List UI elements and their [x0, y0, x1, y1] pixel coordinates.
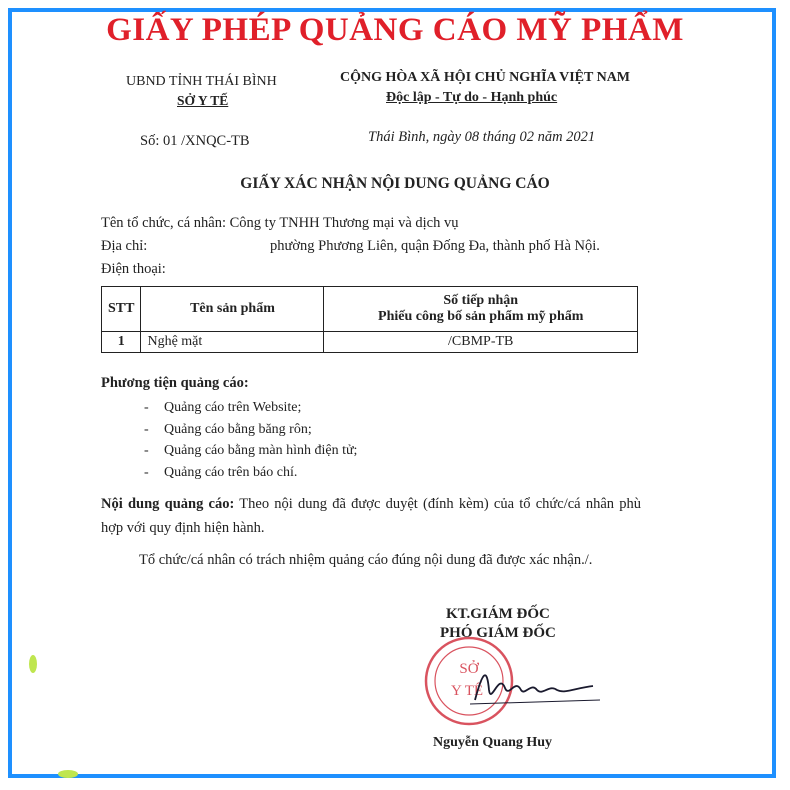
table-row [102, 332, 638, 353]
cell-receipt: /CBMP-TB [324, 332, 638, 353]
media-label: Phương tiện quảng cáo: [101, 375, 249, 391]
signature-title-line1: KT.GIÁM ĐỐC [446, 606, 550, 622]
content-paragraph [101, 492, 641, 540]
table-header-row [102, 287, 638, 332]
col-stt: STT [102, 287, 141, 332]
phone-label: Điện thoại: [101, 261, 166, 277]
responsibility-paragraph: Tổ chức/cá nhân có trách nhiệm quảng cáo đúng nội dung đã được xác nhận./. [139, 552, 593, 568]
org-line: Tên tổ chức, cá nhân: Công ty TNHH Thương mại và dịch vụ [101, 215, 459, 231]
products-table [101, 286, 638, 353]
list-item: - Quảng cáo trên Website; [144, 400, 302, 415]
headline: GIẤY PHÉP QUẢNG CÁO MỸ PHẨM [106, 12, 684, 48]
col-receipt-line2: Phiếu công bố sản phẩm mỹ phẩm [378, 309, 584, 324]
handwritten-signature [465, 660, 605, 710]
edge-mark [29, 655, 37, 673]
date-line: Thái Bình, ngày 08 tháng 02 năm 2021 [368, 129, 596, 145]
nation-line2: Độc lập - Tự do - Hạnh phúc [386, 90, 558, 105]
content-label: Nội dung quảng cáo: [101, 496, 235, 512]
cell-product-name: Nghệ mặt [141, 332, 324, 353]
col-receipt [324, 287, 638, 332]
media-list [144, 397, 357, 483]
stamp-text-bottom: Y TẾ [450, 683, 484, 699]
col-receipt-line1: Số tiếp nhận [443, 293, 519, 308]
list-item: - Quảng cáo bằng màn hình điện tử; [144, 443, 358, 458]
document-frame [8, 8, 776, 778]
address-label: Địa chỉ: [101, 238, 148, 254]
document-title: GIẤY XÁC NHẬN NỘI DUNG QUẢNG CÁO [240, 175, 550, 192]
stamp-text-top: SỞ [459, 661, 479, 677]
agency-line2: SỞ Y TẾ [177, 93, 229, 108]
signature-title-line2: PHÓ GIÁM ĐỐC [440, 625, 556, 641]
agency-line1: UBND TỈNH THÁI BÌNH [126, 74, 277, 89]
document-number: Số: 01 /XNQC-TB [140, 133, 250, 149]
list-item: - Quảng cáo bằng băng rôn; [144, 421, 312, 437]
signer-name: Nguyễn Quang Huy [433, 735, 553, 750]
cell-stt: 1 [102, 332, 141, 353]
content-text: Theo nội dung đã được duyệt (đính kèm) của tổ chức/cá nhân phù hợp với quy định hiện hành. [101, 496, 641, 536]
list-item: - Quảng cáo trên báo chí. [144, 464, 298, 480]
edge-mark [58, 770, 78, 778]
address-value: phường Phương Liên, quận Đống Đa, thành phố Hà Nội. [270, 238, 600, 254]
nation-line1: CỘNG HÒA XÃ HỘI CHỦ NGHĨA VIỆT NAM [340, 70, 631, 85]
col-product-name: Tên sản phẩm [141, 287, 324, 332]
